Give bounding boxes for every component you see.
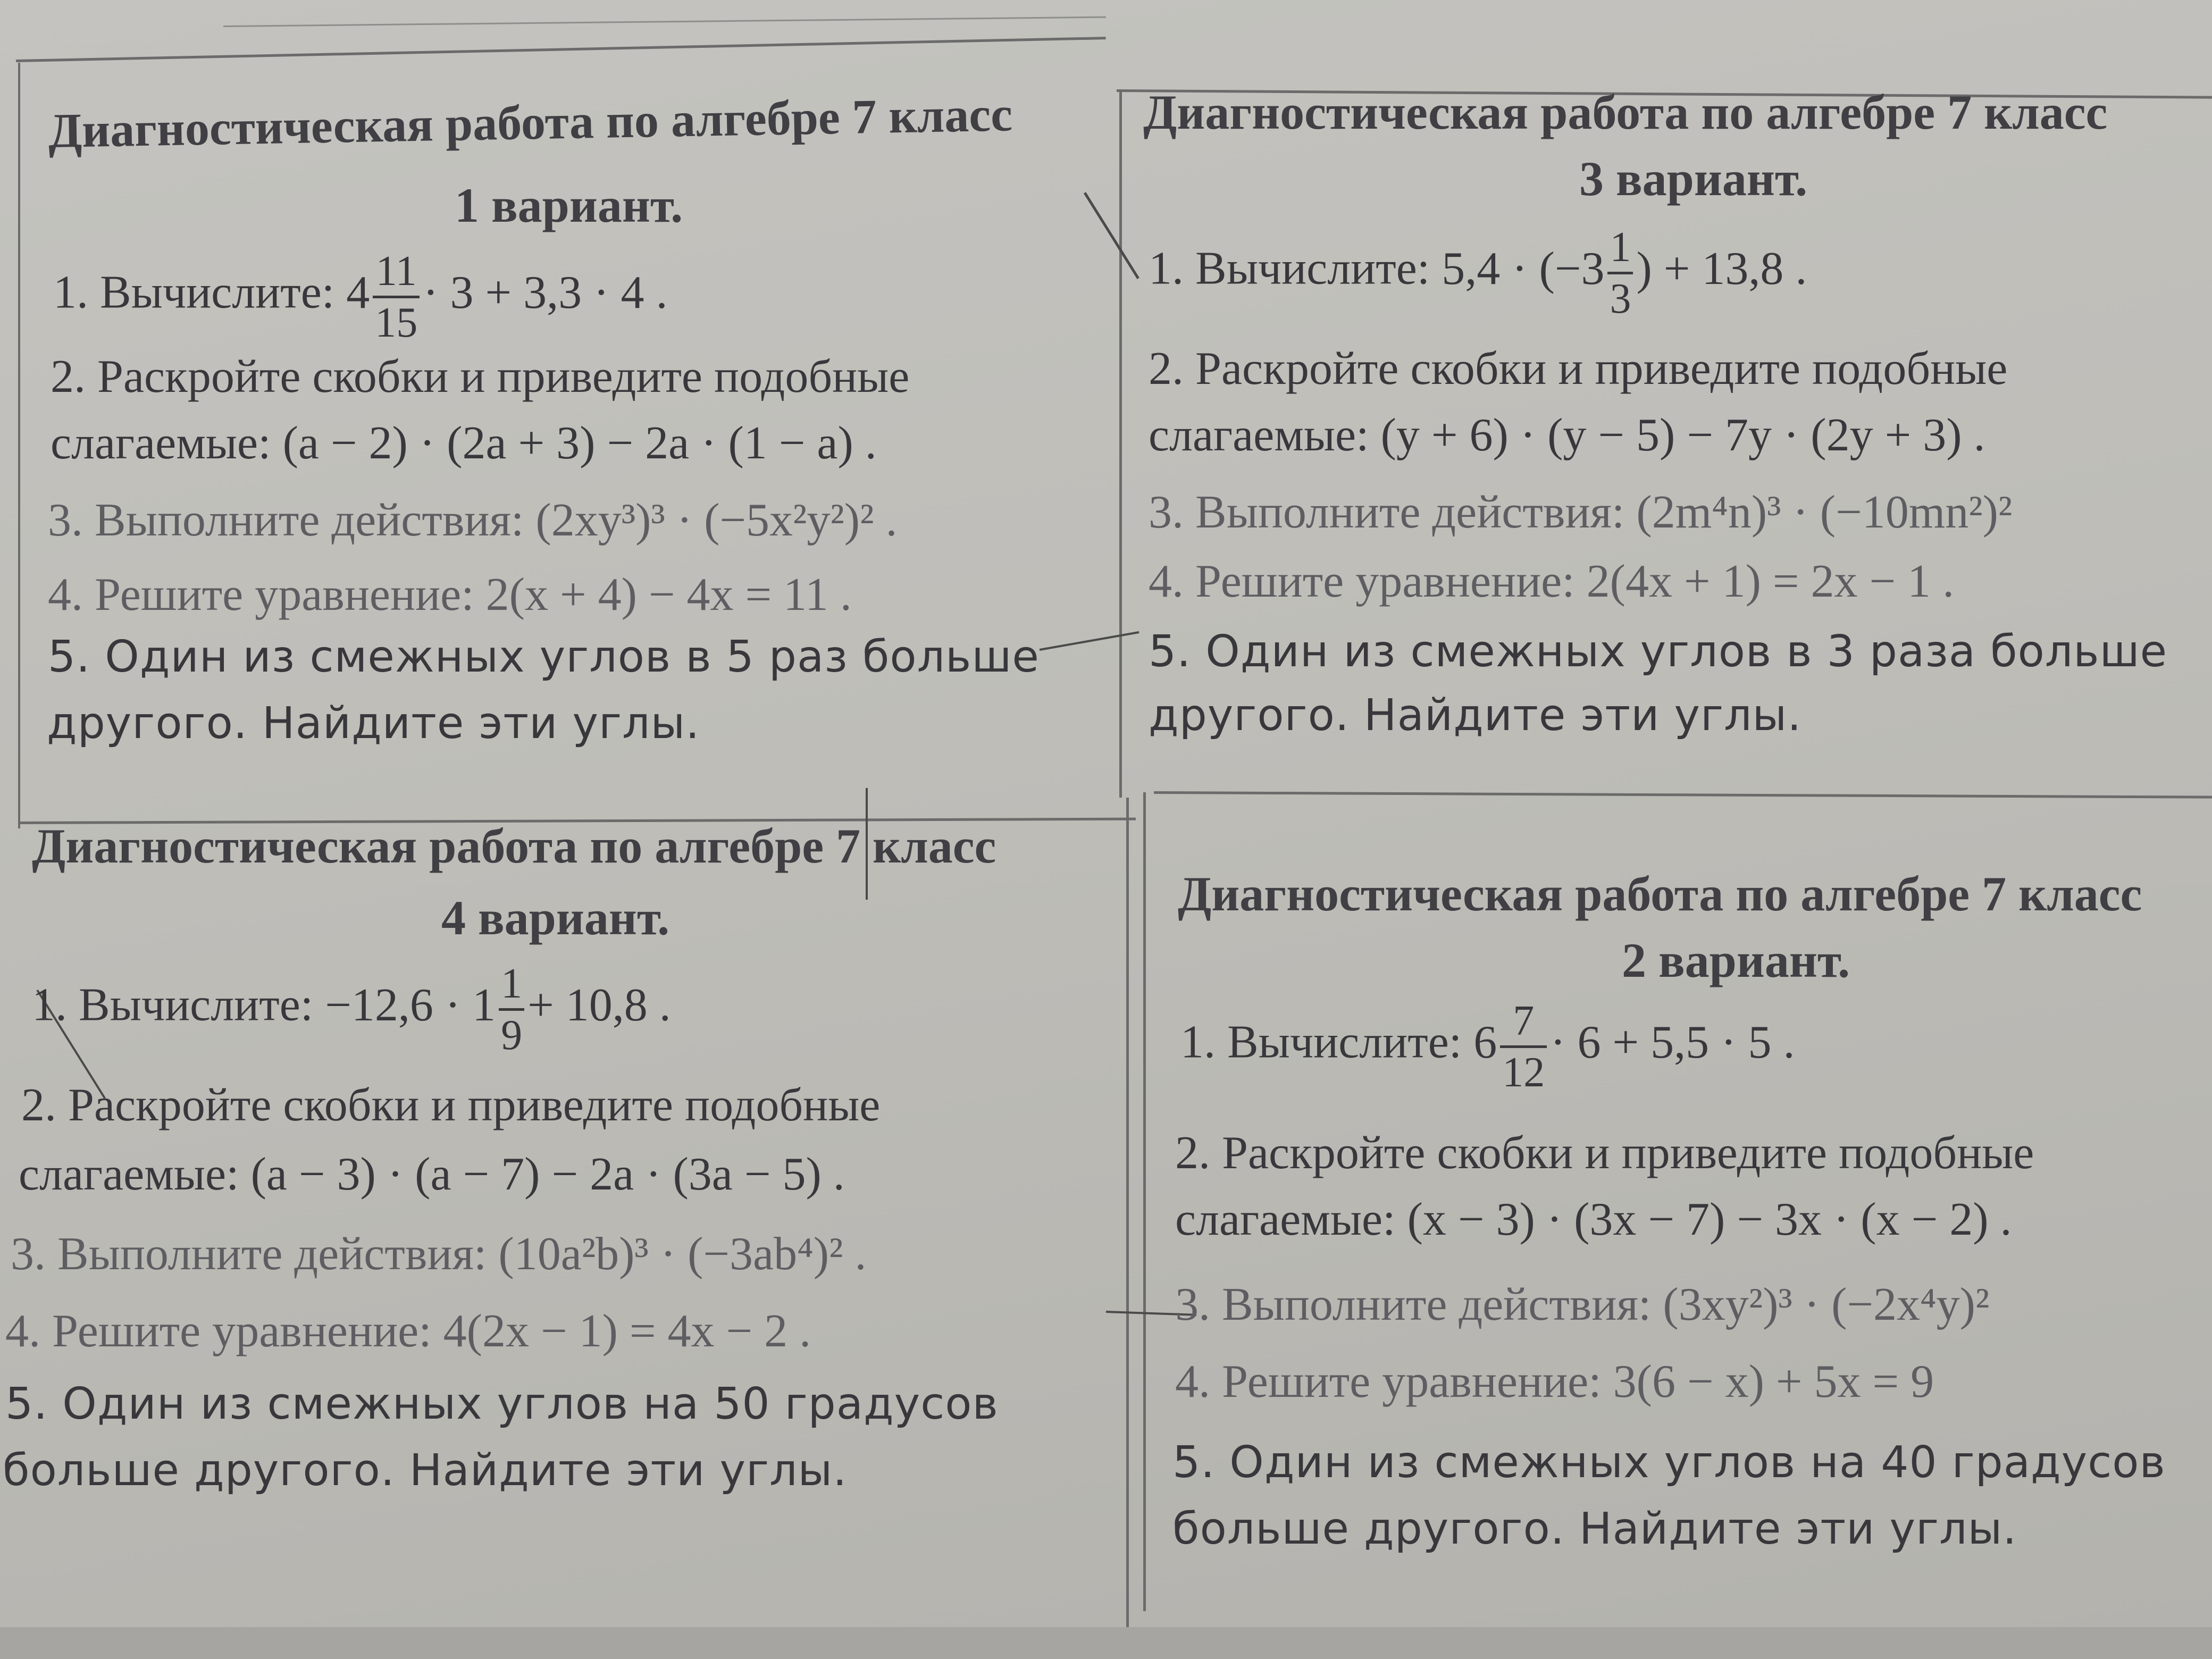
task-1-label: 1. Вычислите:	[32, 979, 314, 1031]
cut-line-center-vertical-bottom-a	[1126, 798, 1129, 1627]
task-1-label: 1. Вычислите:	[53, 266, 335, 319]
variant-label: 4 вариант.	[441, 891, 670, 945]
variant-label: 3 вариант.	[1579, 152, 1808, 206]
mixed-number-whole: 4	[346, 266, 370, 319]
mixed-number-whole: 6	[1473, 1016, 1497, 1068]
cut-line-middle-right	[1154, 791, 2212, 799]
bottom-edge-shadow	[0, 1627, 2212, 1659]
expression-rest: ) + 13,8 .	[1636, 242, 1807, 295]
task-1-expression	[325, 960, 671, 1059]
pen-mark-2	[1040, 631, 1139, 651]
fraction	[1607, 226, 1633, 320]
variant-label: 1 вариант.	[455, 178, 683, 232]
fraction	[373, 250, 420, 344]
task-1	[53, 250, 667, 344]
task-3: 3. Выполните действия: (2m⁴n)³ · (−10mn²)²	[1149, 487, 2013, 538]
fraction-denominator: 3	[1610, 275, 1631, 322]
fraction-numerator: 1	[1607, 226, 1633, 274]
task-3: 3. Выполните действия: (2xy³)³ · (−5x²y²)² .	[48, 495, 898, 546]
task-5-line-2: больше другого. Найдите эти углы.	[3, 1445, 848, 1496]
cut-line-center-vertical-bottom-b	[1143, 792, 1146, 1611]
task-4: 4. Решите уравнение: 3(6 − x) + 5x = 9	[1175, 1356, 1934, 1407]
pen-mark-1	[1084, 192, 1139, 279]
task-2-line-1: 2. Раскройте скобки и приведите подобные	[51, 351, 910, 403]
cut-line-top-left	[16, 37, 1106, 62]
task-1-expression	[1442, 224, 1807, 322]
expression-rest: · 3 + 3,3 · 4 .	[423, 266, 668, 319]
task-1	[1180, 1000, 1795, 1094]
card-title: Диагностическая работа по алгебре 7 класс	[32, 819, 996, 873]
task-2-line-2: слагаемые: (a − 2) · (2a + 3) − 2a · (1 − a) .	[51, 417, 877, 469]
fraction-numerator: 1	[499, 962, 524, 1011]
card-title: Диагностическая работа по алгебре 7 класс	[47, 87, 1013, 158]
expression-prefix: −12,6 · 1	[325, 979, 496, 1031]
cut-line-top-left-2	[223, 16, 1106, 27]
task-1	[1149, 226, 1807, 320]
task-1-expression	[1473, 998, 1795, 1096]
fraction-numerator: 7	[1500, 1000, 1547, 1048]
task-2-line-1: 2. Раскройте скобки и приведите подобные	[21, 1079, 881, 1131]
task-1-label: 1. Вычислите:	[1180, 1016, 1462, 1068]
task-2-line-1: 2. Раскройте скобки и приведите подобные	[1175, 1127, 2034, 1179]
task-5-line-2: больше другого. Найдите эти углы.	[1172, 1504, 2017, 1554]
task-2-line-2: слагаемые: (a − 3) · (a − 7) − 2a · (3a − 5) .	[19, 1149, 845, 1200]
fraction	[1500, 1000, 1547, 1094]
task-1-expression	[346, 248, 668, 346]
fraction-denominator: 12	[1502, 1049, 1545, 1096]
fraction-denominator: 15	[375, 299, 418, 346]
expression-rest: · 6 + 5,5 · 5 .	[1550, 1016, 1795, 1068]
task-4: 4. Решите уравнение: 4(2x − 1) = 4x − 2 .	[5, 1305, 811, 1357]
task-5-line-1: 5. Один из смежных углов на 50 градусов	[5, 1379, 999, 1429]
expression-rest: + 10,8 .	[527, 979, 671, 1031]
task-4: 4. Решите уравнение: 2(4x + 1) = 2x − 1 .	[1149, 556, 1955, 607]
fraction	[499, 962, 524, 1057]
task-5-line-2: другого. Найдите эти углы.	[47, 698, 700, 749]
task-5-line-1: 5. Один из смежных углов в 3 раза больше	[1149, 626, 2168, 677]
cut-line-center-vertical-top	[1119, 90, 1122, 798]
fraction-numerator: 11	[373, 250, 420, 298]
task-1-label: 1. Вычислите:	[1149, 242, 1430, 295]
cut-line-left-vertical	[18, 63, 20, 828]
task-2-line-1: 2. Раскройте скобки и приведите подобные	[1149, 343, 2008, 395]
task-3: 3. Выполните действия: (10a²b)³ · (−3ab⁴)² .	[11, 1228, 867, 1280]
task-2-line-2: слагаемые: (x − 3) · (3x − 7) − 3x · (x − 2) .	[1175, 1194, 2012, 1245]
card-title: Диагностическая работа по алгебре 7 класс	[1178, 867, 2142, 921]
task-5-line-1: 5. Один из смежных углов в 5 раз больше	[48, 632, 1040, 682]
card-title: Диагностическая работа по алгебре 7 класс	[1143, 85, 2108, 139]
task-5-line-1: 5. Один из смежных углов на 40 градусов	[1172, 1437, 2166, 1488]
expression-prefix: 5,4 · (−3	[1442, 242, 1605, 295]
task-3: 3. Выполните действия: (3xy²)³ · (−2x⁴y)²	[1175, 1279, 1990, 1330]
task-1	[32, 962, 671, 1057]
task-2-line-2: слагаемые: (y + 6) · (y − 5) − 7y · (2y + 3) .	[1149, 409, 1985, 461]
variant-label: 2 вариант.	[1622, 933, 1850, 987]
task-4: 4. Решите уравнение: 2(x + 4) − 4x = 11 .	[48, 569, 852, 621]
fraction-denominator: 9	[501, 1012, 523, 1059]
task-5-line-2: другого. Найдите эти углы.	[1149, 690, 1802, 741]
